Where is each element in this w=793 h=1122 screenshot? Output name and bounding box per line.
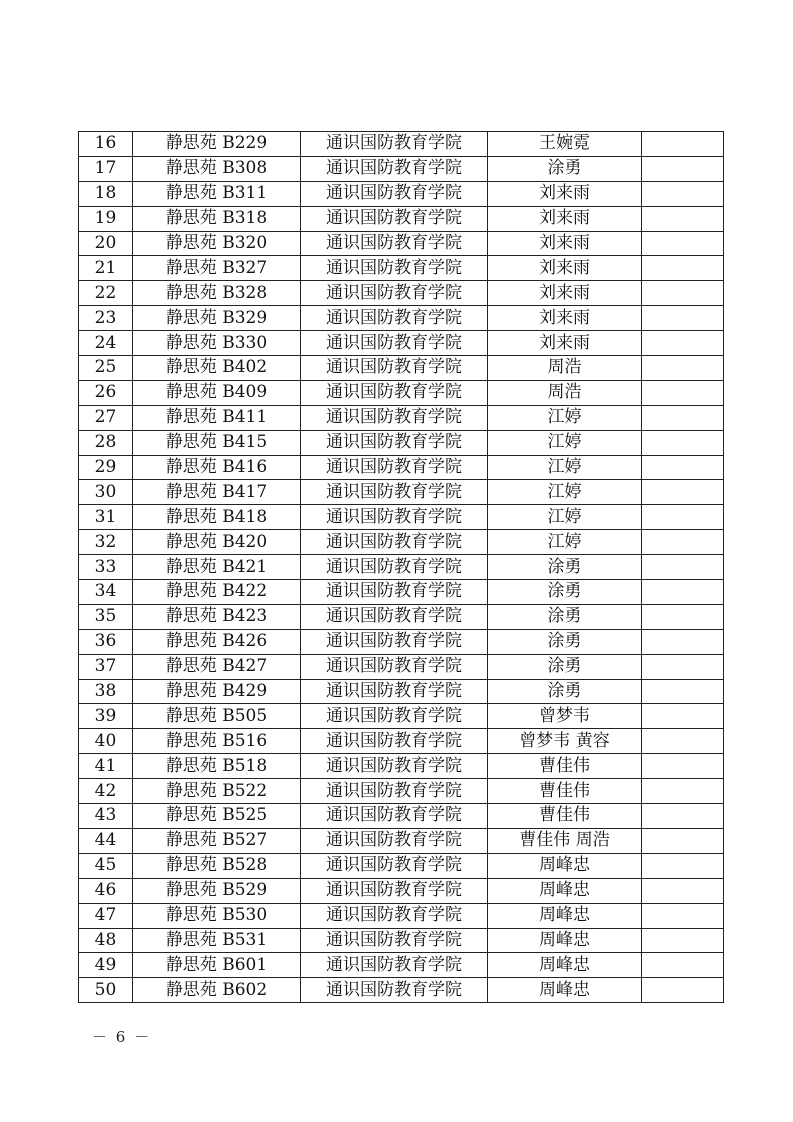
row-number-cell: 46 — [79, 878, 133, 903]
table-row — [79, 331, 724, 356]
table-row — [79, 853, 724, 878]
responsible-person-cell: 曹佳伟 — [488, 804, 642, 829]
remark-cell — [642, 654, 724, 679]
table-row — [79, 256, 724, 281]
table-row — [79, 978, 724, 1003]
room-cell: 静思苑 B420 — [133, 530, 301, 555]
table-row — [79, 281, 724, 306]
table-row — [79, 430, 724, 455]
college-cell: 通识国防教育学院 — [301, 804, 488, 829]
college-cell: 通识国防教育学院 — [301, 953, 488, 978]
college-cell: 通识国防教育学院 — [301, 530, 488, 555]
college-cell: 通识国防教育学院 — [301, 555, 488, 580]
room-cell: 静思苑 B418 — [133, 505, 301, 530]
remark-cell — [642, 331, 724, 356]
row-number-cell: 26 — [79, 380, 133, 405]
remark-cell — [642, 555, 724, 580]
room-cell: 静思苑 B329 — [133, 306, 301, 331]
college-cell: 通识国防教育学院 — [301, 430, 488, 455]
responsible-person-cell: 曹佳伟 — [488, 754, 642, 779]
room-cell: 静思苑 B529 — [133, 878, 301, 903]
room-cell: 静思苑 B402 — [133, 356, 301, 381]
remark-cell — [642, 679, 724, 704]
remark-cell — [642, 928, 724, 953]
room-cell: 静思苑 B522 — [133, 779, 301, 804]
responsible-person-cell: 周峰忠 — [488, 953, 642, 978]
responsible-person-cell: 周峰忠 — [488, 978, 642, 1003]
responsible-person-cell: 曾梦韦 — [488, 704, 642, 729]
responsible-person-cell: 涂勇 — [488, 654, 642, 679]
responsible-person-cell: 周峰忠 — [488, 928, 642, 953]
remark-cell — [642, 804, 724, 829]
row-number-cell: 31 — [79, 505, 133, 530]
college-cell: 通识国防教育学院 — [301, 878, 488, 903]
room-cell: 静思苑 B505 — [133, 704, 301, 729]
college-cell: 通识国防教育学院 — [301, 480, 488, 505]
room-cell: 静思苑 B531 — [133, 928, 301, 953]
remark-cell — [642, 878, 724, 903]
college-cell: 通识国防教育学院 — [301, 455, 488, 480]
room-cell: 静思苑 B528 — [133, 853, 301, 878]
remark-cell — [642, 754, 724, 779]
row-number-cell: 37 — [79, 654, 133, 679]
table-row — [79, 779, 724, 804]
room-cell: 静思苑 B601 — [133, 953, 301, 978]
room-cell: 静思苑 B426 — [133, 629, 301, 654]
table-row — [79, 455, 724, 480]
row-number-cell: 25 — [79, 356, 133, 381]
college-cell: 通识国防教育学院 — [301, 729, 488, 754]
remark-cell — [642, 604, 724, 629]
college-cell: 通识国防教育学院 — [301, 978, 488, 1003]
responsible-person-cell: 周峰忠 — [488, 878, 642, 903]
table-row — [79, 654, 724, 679]
room-cell: 静思苑 B421 — [133, 555, 301, 580]
responsible-person-cell: 曹佳伟 周浩 — [488, 828, 642, 853]
row-number-cell: 21 — [79, 256, 133, 281]
remark-cell — [642, 629, 724, 654]
room-cell: 静思苑 B518 — [133, 754, 301, 779]
room-cell: 静思苑 B320 — [133, 231, 301, 256]
responsible-person-cell: 江婷 — [488, 405, 642, 430]
room-cell: 静思苑 B409 — [133, 380, 301, 405]
responsible-person-cell: 刘来雨 — [488, 181, 642, 206]
responsible-person-cell: 刘来雨 — [488, 331, 642, 356]
responsible-person-cell: 江婷 — [488, 505, 642, 530]
table-body — [79, 132, 724, 1003]
college-cell: 通识国防教育学院 — [301, 281, 488, 306]
row-number-cell: 30 — [79, 480, 133, 505]
college-cell: 通识国防教育学院 — [301, 604, 488, 629]
row-number-cell: 40 — [79, 729, 133, 754]
room-cell: 静思苑 B422 — [133, 580, 301, 605]
table-row — [79, 754, 724, 779]
room-cell: 静思苑 B530 — [133, 903, 301, 928]
responsible-person-cell: 周峰忠 — [488, 853, 642, 878]
remark-cell — [642, 181, 724, 206]
college-cell: 通识国防教育学院 — [301, 704, 488, 729]
table-row — [79, 405, 724, 430]
remark-cell — [642, 530, 724, 555]
row-number-cell: 27 — [79, 405, 133, 430]
college-cell: 通识国防教育学院 — [301, 206, 488, 231]
college-cell: 通识国防教育学院 — [301, 181, 488, 206]
row-number-cell: 50 — [79, 978, 133, 1003]
room-cell: 静思苑 B229 — [133, 132, 301, 157]
responsible-person-cell: 涂勇 — [488, 555, 642, 580]
row-number-cell: 47 — [79, 903, 133, 928]
row-number-cell: 18 — [79, 181, 133, 206]
responsible-person-cell: 涂勇 — [488, 604, 642, 629]
remark-cell — [642, 704, 724, 729]
row-number-cell: 29 — [79, 455, 133, 480]
college-cell: 通识国防教育学院 — [301, 380, 488, 405]
row-number-cell: 17 — [79, 156, 133, 181]
college-cell: 通识国防教育学院 — [301, 629, 488, 654]
room-cell: 静思苑 B318 — [133, 206, 301, 231]
responsible-person-cell: 涂勇 — [488, 679, 642, 704]
remark-cell — [642, 306, 724, 331]
responsible-person-cell: 涂勇 — [488, 629, 642, 654]
responsible-person-cell: 周浩 — [488, 380, 642, 405]
college-cell: 通识国防教育学院 — [301, 405, 488, 430]
college-cell: 通识国防教育学院 — [301, 580, 488, 605]
row-number-cell: 20 — [79, 231, 133, 256]
remark-cell — [642, 380, 724, 405]
responsible-person-cell: 刘来雨 — [488, 231, 642, 256]
college-cell: 通识国防教育学院 — [301, 853, 488, 878]
remark-cell — [642, 405, 724, 430]
row-number-cell: 16 — [79, 132, 133, 157]
responsible-person-cell: 刘来雨 — [488, 256, 642, 281]
remark-cell — [642, 903, 724, 928]
responsible-person-cell: 周峰忠 — [488, 903, 642, 928]
row-number-cell: 19 — [79, 206, 133, 231]
college-cell: 通识国防教育学院 — [301, 156, 488, 181]
table-row — [79, 828, 724, 853]
remark-cell — [642, 206, 724, 231]
remark-cell — [642, 580, 724, 605]
row-number-cell: 42 — [79, 779, 133, 804]
remark-cell — [642, 480, 724, 505]
room-cell: 静思苑 B525 — [133, 804, 301, 829]
row-number-cell: 41 — [79, 754, 133, 779]
table-row — [79, 679, 724, 704]
table-row — [79, 480, 724, 505]
remark-cell — [642, 231, 724, 256]
table-row — [79, 356, 724, 381]
responsible-person-cell: 曾梦韦 黄容 — [488, 729, 642, 754]
dormitory-assignment-table — [78, 131, 724, 1003]
remark-cell — [642, 356, 724, 381]
responsible-person-cell: 刘来雨 — [488, 281, 642, 306]
table-row — [79, 878, 724, 903]
college-cell: 通识国防教育学院 — [301, 654, 488, 679]
remark-cell — [642, 828, 724, 853]
row-number-cell: 24 — [79, 331, 133, 356]
remark-cell — [642, 156, 724, 181]
table-row — [79, 505, 724, 530]
room-cell: 静思苑 B427 — [133, 654, 301, 679]
remark-cell — [642, 430, 724, 455]
college-cell: 通识国防教育学院 — [301, 356, 488, 381]
row-number-cell: 49 — [79, 953, 133, 978]
college-cell: 通识国防教育学院 — [301, 679, 488, 704]
row-number-cell: 43 — [79, 804, 133, 829]
row-number-cell: 39 — [79, 704, 133, 729]
table-row — [79, 206, 724, 231]
table-row — [79, 156, 724, 181]
college-cell: 通识国防教育学院 — [301, 306, 488, 331]
table-row — [79, 629, 724, 654]
room-cell: 静思苑 B527 — [133, 828, 301, 853]
row-number-cell: 22 — [79, 281, 133, 306]
table-row — [79, 231, 724, 256]
room-cell: 静思苑 B602 — [133, 978, 301, 1003]
college-cell: 通识国防教育学院 — [301, 903, 488, 928]
remark-cell — [642, 132, 724, 157]
table-row — [79, 704, 724, 729]
room-cell: 静思苑 B417 — [133, 480, 301, 505]
table-row — [79, 580, 724, 605]
remark-cell — [642, 505, 724, 530]
table-row — [79, 604, 724, 629]
row-number-cell: 45 — [79, 853, 133, 878]
room-cell: 静思苑 B415 — [133, 430, 301, 455]
remark-cell — [642, 256, 724, 281]
responsible-person-cell: 江婷 — [488, 430, 642, 455]
college-cell: 通识国防教育学院 — [301, 505, 488, 530]
room-cell: 静思苑 B328 — [133, 281, 301, 306]
responsible-person-cell: 江婷 — [488, 530, 642, 555]
college-cell: 通识国防教育学院 — [301, 331, 488, 356]
room-cell: 静思苑 B423 — [133, 604, 301, 629]
table-row — [79, 804, 724, 829]
table-row — [79, 181, 724, 206]
table-row — [79, 306, 724, 331]
responsible-person-cell: 涂勇 — [488, 580, 642, 605]
responsible-person-cell: 曹佳伟 — [488, 779, 642, 804]
remark-cell — [642, 978, 724, 1003]
row-number-cell: 48 — [79, 928, 133, 953]
row-number-cell: 33 — [79, 555, 133, 580]
college-cell: 通识国防教育学院 — [301, 256, 488, 281]
row-number-cell: 36 — [79, 629, 133, 654]
remark-cell — [642, 281, 724, 306]
room-cell: 静思苑 B330 — [133, 331, 301, 356]
table-row — [79, 953, 724, 978]
remark-cell — [642, 853, 724, 878]
remark-cell — [642, 455, 724, 480]
college-cell: 通识国防教育学院 — [301, 231, 488, 256]
room-cell: 静思苑 B429 — [133, 679, 301, 704]
room-cell: 静思苑 B308 — [133, 156, 301, 181]
table-row — [79, 132, 724, 157]
table-row — [79, 530, 724, 555]
room-cell: 静思苑 B311 — [133, 181, 301, 206]
table-row — [79, 729, 724, 754]
row-number-cell: 44 — [79, 828, 133, 853]
row-number-cell: 34 — [79, 580, 133, 605]
college-cell: 通识国防教育学院 — [301, 828, 488, 853]
room-cell: 静思苑 B416 — [133, 455, 301, 480]
row-number-cell: 35 — [79, 604, 133, 629]
college-cell: 通识国防教育学院 — [301, 928, 488, 953]
responsible-person-cell: 刘来雨 — [488, 306, 642, 331]
college-cell: 通识国防教育学院 — [301, 132, 488, 157]
room-cell: 静思苑 B411 — [133, 405, 301, 430]
responsible-person-cell: 刘来雨 — [488, 206, 642, 231]
remark-cell — [642, 953, 724, 978]
room-cell: 静思苑 B516 — [133, 729, 301, 754]
row-number-cell: 38 — [79, 679, 133, 704]
table-row — [79, 928, 724, 953]
row-number-cell: 23 — [79, 306, 133, 331]
row-number-cell: 28 — [79, 430, 133, 455]
page-number: － 6 － — [92, 1028, 152, 1046]
remark-cell — [642, 779, 724, 804]
table-row — [79, 903, 724, 928]
college-cell: 通识国防教育学院 — [301, 779, 488, 804]
responsible-person-cell: 周浩 — [488, 356, 642, 381]
responsible-person-cell: 江婷 — [488, 480, 642, 505]
college-cell: 通识国防教育学院 — [301, 754, 488, 779]
room-cell: 静思苑 B327 — [133, 256, 301, 281]
responsible-person-cell: 江婷 — [488, 455, 642, 480]
responsible-person-cell: 王婉霓 — [488, 132, 642, 157]
remark-cell — [642, 729, 724, 754]
table-row — [79, 555, 724, 580]
row-number-cell: 32 — [79, 530, 133, 555]
table-row — [79, 380, 724, 405]
responsible-person-cell: 涂勇 — [488, 156, 642, 181]
